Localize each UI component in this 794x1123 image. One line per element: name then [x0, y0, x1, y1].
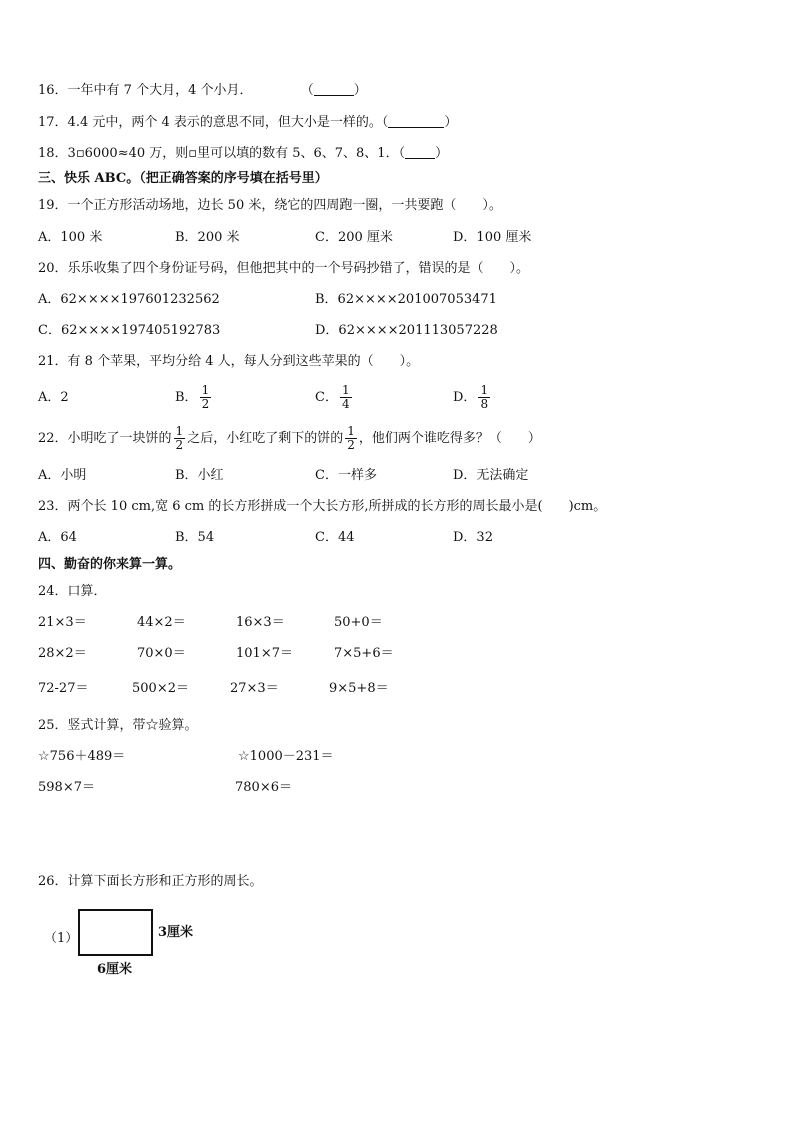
q22-option-d[interactable]: D．无法确定 [453, 468, 529, 483]
oral-calc-item: 500×2＝ [132, 681, 189, 696]
question-17: 17．4.4 元中，两个 4 表示的意思不同，但大小是一样的。（ ） [38, 115, 458, 130]
question-24-title: 24．口算． [38, 584, 107, 599]
column-calc-item: ☆1000－231＝ [238, 749, 334, 764]
fraction: $\frac{1}{4}$ [341, 383, 350, 411]
fraction: $\frac{1}{2}$ [201, 383, 210, 411]
q23-option-b[interactable]: B．54 [175, 530, 215, 545]
q20-option-b[interactable]: B．62××××201007053471 [315, 292, 497, 307]
oral-calc-item: 44×2＝ [137, 615, 186, 630]
sub-question-label: （1） [44, 931, 79, 946]
q21-option-a[interactable]: A．2 [38, 390, 69, 405]
column-calc-item: ☆756＋489＝ [38, 749, 126, 764]
q23-option-c[interactable]: C．44 [315, 530, 355, 545]
column-calc-item: 598×7＝ [38, 780, 95, 795]
oral-calc-item: 70×0＝ [137, 646, 186, 661]
q21-option-c[interactable]: C． $\frac{1}{4}$ [315, 383, 350, 411]
oral-calc-item: 28×2＝ [38, 646, 87, 661]
column-calc-item: 780×6＝ [235, 780, 292, 795]
answer-blank-16[interactable] [314, 82, 354, 96]
fraction: $\frac{1}{2}$ [347, 424, 355, 452]
question-26-title: 26．计算下面长方形和正方形的周长。 [38, 874, 263, 889]
answer-blank-18[interactable] [405, 145, 435, 159]
question-16: 16．一年中有 7 个大月，4 个小月． （ ） [38, 83, 367, 98]
q23-option-a[interactable]: A．64 [38, 530, 77, 545]
oral-calc-item: 7×5+6＝ [334, 646, 394, 661]
oral-calc-item: 72-27＝ [38, 681, 89, 696]
q22-option-c[interactable]: C．一样多 [315, 468, 377, 483]
q22-option-b[interactable]: B．小红 [175, 468, 224, 483]
q20-option-a[interactable]: A．62××××197601232562 [38, 292, 220, 307]
oral-calc-item: 50+0＝ [334, 615, 383, 630]
q19-option-a[interactable]: A．100 米 [38, 230, 103, 245]
question-16-text: 16．一年中有 7 个大月，4 个小月． [38, 83, 253, 98]
oral-calc-item: 9×5+8＝ [329, 681, 389, 696]
question-18: 18．3▫6000≈40 万，则▫里可以填的数有 5、6、7、8、1．（ ） [38, 146, 449, 161]
oral-calc-item: 101×7＝ [236, 646, 293, 661]
question-21-stem: 21．有 8 个苹果，平均分给 4 人，每人分到这些苹果的（ ）。 [38, 354, 420, 369]
question-20-stem: 20．乐乐收集了四个身份证号码，但他把其中的一个号码抄错了，错误的是（ ）。 [38, 261, 530, 276]
q20-option-d[interactable]: D．62××××201113057228 [315, 323, 498, 338]
fraction: $\frac{1}{2}$ [175, 424, 184, 452]
q19-option-c[interactable]: C．200 厘米 [315, 230, 393, 245]
question-17-text: 17．4.4 元中，两个 4 表示的意思不同，但大小是一样的。（ [38, 115, 389, 130]
question-22-stem: 22．小明吃了一块饼的 $\frac{1}{2}$ 之后，小红吃了剩下的饼的 $\frac{1}{2}$ ，他们两个谁吃得多？（ ） [38, 424, 541, 452]
oral-calc-item: 16×3＝ [236, 615, 285, 630]
section-4-title: 四、勤奋的你来算一算。 [38, 557, 182, 572]
oral-calc-item: 21×3＝ [38, 615, 87, 630]
question-25-title: 25．竖式计算，带☆验算。 [38, 718, 198, 733]
rectangle-height-label: 3厘米 [158, 925, 194, 940]
question-18-text: 18．3▫6000≈40 万，则▫里可以填的数有 5、6、7、8、1．（ [38, 146, 406, 161]
q21-option-d[interactable]: D． $\frac{1}{8}$ [453, 383, 489, 411]
question-23-stem: 23．两个长 10 cm,宽 6 cm 的长方形拼成一个大长方形,所拼成的长方形的周长最小是( )cm。 [38, 499, 607, 514]
fraction: $\frac{1}{8}$ [480, 383, 489, 411]
q19-option-b[interactable]: B．200 米 [175, 230, 240, 245]
question-19-stem: 19．一个正方形活动场地，边长 50 米，绕它的四周跑一圈，一共要跑（ ）。 [38, 198, 502, 213]
oral-calc-item: 27×3＝ [230, 681, 279, 696]
section-3-title: 三、快乐 ABC。（把正确答案的序号填在括号里） [38, 171, 328, 186]
q22-option-a[interactable]: A．小明 [38, 468, 87, 483]
q19-option-d[interactable]: D．100 厘米 [453, 230, 532, 245]
rectangle-width-label: 6厘米 [97, 962, 133, 977]
q21-option-b[interactable]: B． $\frac{1}{2}$ [175, 383, 210, 411]
q23-option-d[interactable]: D．32 [453, 530, 493, 545]
rectangle-figure [78, 909, 153, 956]
q20-option-c[interactable]: C．62××××197405192783 [38, 323, 221, 338]
answer-blank-17[interactable] [388, 114, 444, 128]
